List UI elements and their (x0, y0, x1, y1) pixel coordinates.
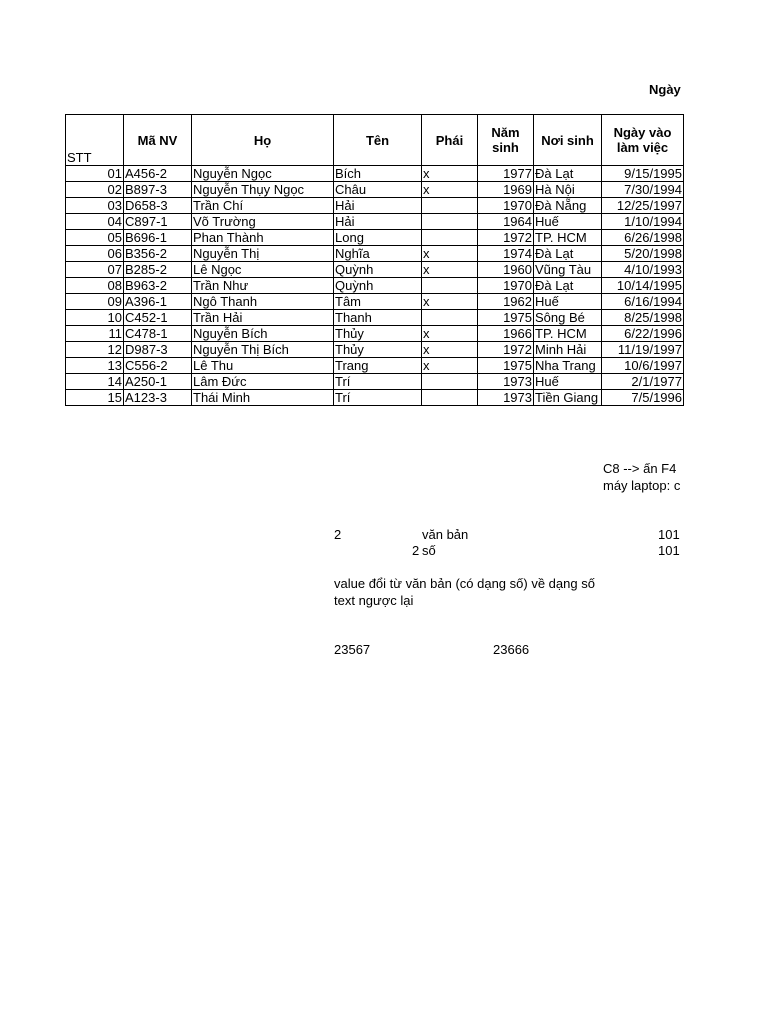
cell-nam-sinh: 1960 (478, 262, 534, 278)
cell-noi-sinh: Nha Trang (534, 358, 602, 374)
cell-noi-sinh: Sông Bé (534, 310, 602, 326)
cell-ho: Trần Chí (192, 198, 334, 214)
cell-ho: Trần Hải (192, 310, 334, 326)
table-row (66, 310, 684, 326)
page-clip-area (684, 0, 768, 1024)
cell-stt: 05 (66, 230, 124, 246)
cell-stt: 14 (66, 374, 124, 390)
cell-ma-nv: C556-2 (124, 358, 192, 374)
cell-ngay-vao: 6/26/1998 (602, 230, 684, 246)
cell-ten: Quỳnh (334, 262, 422, 278)
cell-noi-sinh: Hà Nội (534, 182, 602, 198)
cell-phai: x (422, 182, 478, 198)
cell-ho: Lê Ngọc (192, 262, 334, 278)
cell-phai (422, 390, 478, 406)
cell-noi-sinh: TP. HCM (534, 230, 602, 246)
header-ma-nv: Mã NV (124, 115, 192, 166)
header-ho: Họ (192, 115, 334, 166)
cell-ngay-vao: 2/1/1977 (602, 374, 684, 390)
cell-noi-sinh: Vũng Tàu (534, 262, 602, 278)
cell-noi-sinh: Đà Lạt (534, 278, 602, 294)
cell-stt: 09 (66, 294, 124, 310)
cell-ma-nv: A123-3 (124, 390, 192, 406)
header-nam-sinh: Năm sinh (478, 115, 534, 166)
cell-stt: 12 (66, 342, 124, 358)
cell-num-a: 23567 (334, 642, 371, 657)
cell-nam-sinh: 1972 (478, 230, 534, 246)
cell-row2-val: 101 (658, 543, 680, 558)
cell-ten: Trang (334, 358, 422, 374)
table-row (66, 390, 684, 406)
header-ngay-vao: Ngày vào làm việc (602, 115, 684, 166)
note-text: text ngược lại (334, 593, 414, 608)
cell-nam-sinh: 1970 (478, 198, 534, 214)
cell-stt: 10 (66, 310, 124, 326)
cell-ten: Long (334, 230, 422, 246)
cell-phai (422, 278, 478, 294)
cell-stt: 13 (66, 358, 124, 374)
cell-phai: x (422, 294, 478, 310)
cell-noi-sinh: Đà Lạt (534, 246, 602, 262)
cell-ho: Thái Minh (192, 390, 334, 406)
table-row (66, 342, 684, 358)
cell-ho: Võ Trường (192, 214, 334, 230)
cell-noi-sinh: TP. HCM (534, 326, 602, 342)
cell-ngay-vao: 4/10/1993 (602, 262, 684, 278)
cell-phai: x (422, 326, 478, 342)
cell-ngay-vao: 9/15/1995 (602, 166, 684, 182)
cell-phai: x (422, 262, 478, 278)
cell-ho: Trần Như (192, 278, 334, 294)
cell-ten: Trí (334, 390, 422, 406)
cell-ten: Thủy (334, 326, 422, 342)
cell-phai: x (422, 342, 478, 358)
cell-stt: 01 (66, 166, 124, 182)
cell-ma-nv: B963-2 (124, 278, 192, 294)
cell-stt: 04 (66, 214, 124, 230)
cell-ten: Quỳnh (334, 278, 422, 294)
cell-ma-nv: B285-2 (124, 262, 192, 278)
cell-noi-sinh: Đà Nẵng (534, 198, 602, 214)
cell-ma-nv: A396-1 (124, 294, 192, 310)
cell-ngay-vao: 10/6/1997 (602, 358, 684, 374)
note-c8: C8 --> ấn F4 (603, 461, 677, 476)
table-row (66, 326, 684, 342)
cell-row1-val: 101 (658, 527, 680, 542)
table-row (66, 182, 684, 198)
cell-ma-nv: D658-3 (124, 198, 192, 214)
cell-ma-nv: D987-3 (124, 342, 192, 358)
cell-ho: Nguyễn Ngọc (192, 166, 334, 182)
cell-stt: 02 (66, 182, 124, 198)
cell-nam-sinh: 1975 (478, 310, 534, 326)
cell-stt: 08 (66, 278, 124, 294)
cell-ho: Ngô Thanh (192, 294, 334, 310)
cell-ten: Trí (334, 374, 422, 390)
header-noi-sinh: Nơi sinh (534, 115, 602, 166)
cell-ma-nv: B897-3 (124, 182, 192, 198)
cell-stt: 06 (66, 246, 124, 262)
cell-nam-sinh: 1970 (478, 278, 534, 294)
cell-ho: Nguyễn Thị (192, 246, 334, 262)
cell-ngay-vao: 11/19/1997 (602, 342, 684, 358)
cell-phai (422, 230, 478, 246)
cell-phai (422, 198, 478, 214)
cell-ho: Lê Thu (192, 358, 334, 374)
header-phai: Phái (422, 115, 478, 166)
note-value: value đổi từ văn bản (có dạng số) về dạng số (334, 576, 595, 591)
cell-ten: Tâm (334, 294, 422, 310)
cell-ten: Châu (334, 182, 422, 198)
cell-row1-num: 2 (334, 527, 342, 542)
cell-nam-sinh: 1962 (478, 294, 534, 310)
table-row (66, 374, 684, 390)
cell-ma-nv: C897-1 (124, 214, 192, 230)
cell-phai (422, 310, 478, 326)
cell-ngay-vao: 1/10/1994 (602, 214, 684, 230)
cell-ngay-vao: 7/5/1996 (602, 390, 684, 406)
cell-ho: Nguyễn Thị Bích (192, 342, 334, 358)
cell-ngay-vao: 6/16/1994 (602, 294, 684, 310)
cell-row2-num: 2 (412, 543, 420, 558)
cell-ho: Nguyễn Bích (192, 326, 334, 342)
cell-nam-sinh: 1972 (478, 342, 534, 358)
cell-ho: Nguyễn Thụy Ngọc (192, 182, 334, 198)
table-row (66, 246, 684, 262)
table-row (66, 358, 684, 374)
table-row (66, 214, 684, 230)
cell-noi-sinh: Minh Hải (534, 342, 602, 358)
cell-row2-text: số (422, 543, 436, 558)
cell-noi-sinh: Huế (534, 374, 602, 390)
cell-stt: 15 (66, 390, 124, 406)
cell-noi-sinh: Huế (534, 294, 602, 310)
table-body (66, 166, 684, 406)
table-row (66, 166, 684, 182)
employee-table (65, 114, 684, 406)
cell-row1-text: văn bản (422, 527, 469, 542)
cell-ngay-vao: 8/25/1998 (602, 310, 684, 326)
cell-ma-nv: A456-2 (124, 166, 192, 182)
cell-ma-nv: C478-1 (124, 326, 192, 342)
note-laptop: máy laptop: c (603, 478, 681, 493)
cell-ho: Lâm Đức (192, 374, 334, 390)
cell-nam-sinh: 1964 (478, 214, 534, 230)
cell-noi-sinh: Đà Lạt (534, 166, 602, 182)
cell-noi-sinh: Tiền Giang (534, 390, 602, 406)
table-row (66, 278, 684, 294)
cell-nam-sinh: 1975 (478, 358, 534, 374)
cell-ngay-vao: 10/14/1995 (602, 278, 684, 294)
cell-nam-sinh: 1966 (478, 326, 534, 342)
table-row (66, 294, 684, 310)
cell-ten: Thanh (334, 310, 422, 326)
cell-ngay-vao: 7/30/1994 (602, 182, 684, 198)
cell-ten: Hải (334, 198, 422, 214)
cell-nam-sinh: 1973 (478, 374, 534, 390)
header-stt: STT (66, 115, 124, 166)
cell-ten: Nghĩa (334, 246, 422, 262)
cell-phai (422, 214, 478, 230)
cell-ngay-vao: 12/25/1997 (602, 198, 684, 214)
cell-phai: x (422, 166, 478, 182)
cell-nam-sinh: 1977 (478, 166, 534, 182)
table-header-row (66, 115, 684, 166)
table-row (66, 230, 684, 246)
table-row (66, 198, 684, 214)
cell-phai: x (422, 246, 478, 262)
cell-phai (422, 374, 478, 390)
cell-ma-nv: B356-2 (124, 246, 192, 262)
cell-ma-nv: C452-1 (124, 310, 192, 326)
cell-ma-nv: B696-1 (124, 230, 192, 246)
sheet-title: Ngày (649, 82, 681, 97)
cell-stt: 11 (66, 326, 124, 342)
table-row (66, 262, 684, 278)
cell-stt: 03 (66, 198, 124, 214)
cell-stt: 07 (66, 262, 124, 278)
cell-ho: Phan Thành (192, 230, 334, 246)
cell-phai: x (422, 358, 478, 374)
cell-nam-sinh: 1969 (478, 182, 534, 198)
cell-noi-sinh: Huế (534, 214, 602, 230)
cell-ten: Hải (334, 214, 422, 230)
cell-nam-sinh: 1973 (478, 390, 534, 406)
cell-ngay-vao: 5/20/1998 (602, 246, 684, 262)
cell-ten: Thủy (334, 342, 422, 358)
cell-ngay-vao: 6/22/1996 (602, 326, 684, 342)
cell-ten: Bích (334, 166, 422, 182)
cell-ma-nv: A250-1 (124, 374, 192, 390)
cell-nam-sinh: 1974 (478, 246, 534, 262)
header-ten: Tên (334, 115, 422, 166)
cell-num-b: 23666 (493, 642, 530, 657)
